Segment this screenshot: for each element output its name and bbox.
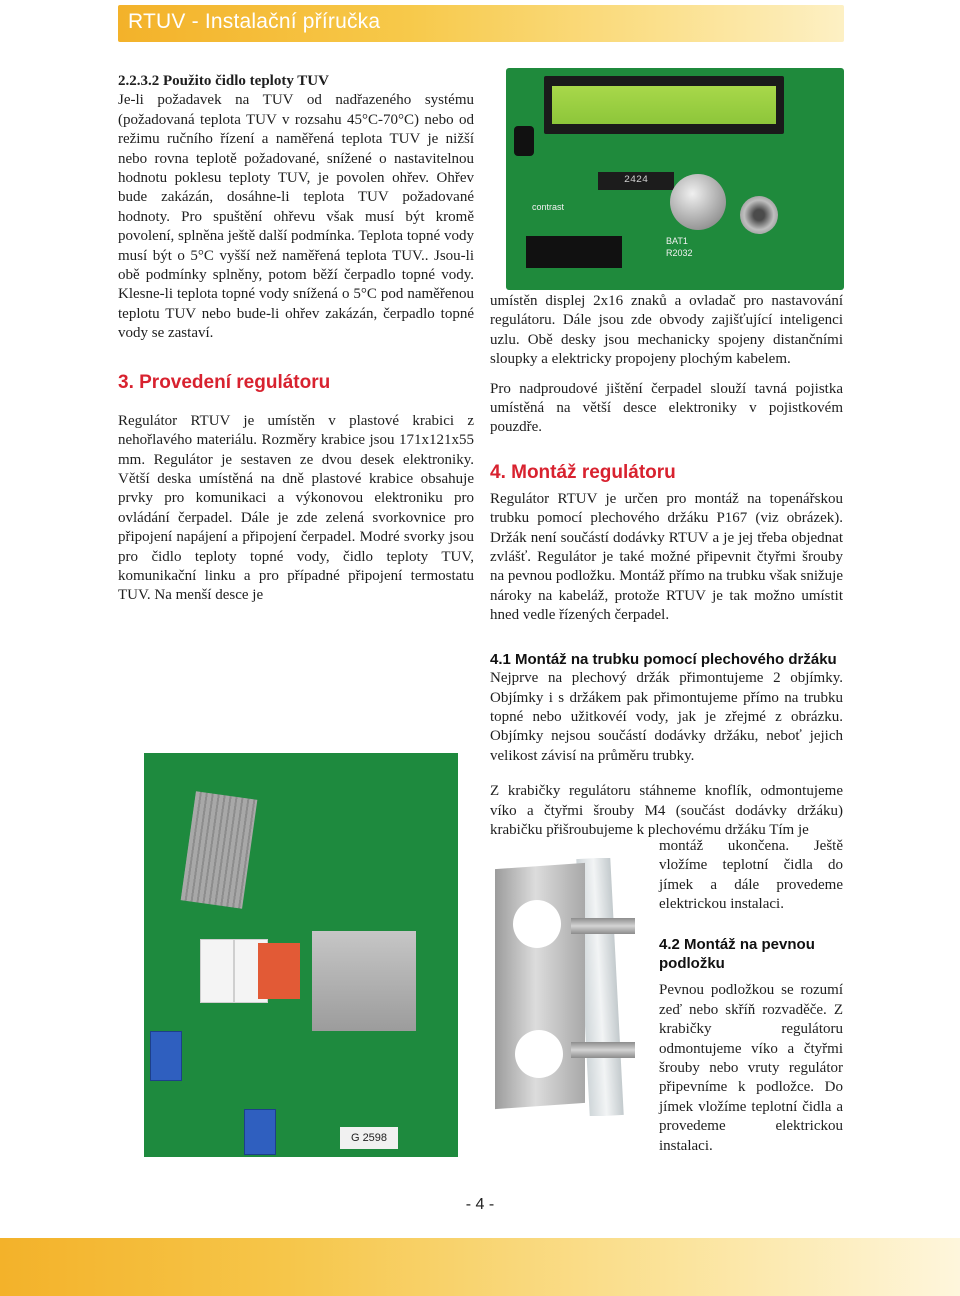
lcd-screen (552, 86, 776, 124)
subsection-heading-42: 4.2 Montáž na pevnou podložku (659, 935, 815, 973)
terminal-block-blue-1 (150, 1031, 182, 1081)
paragraph-clamps: Nejprve na plechový držák přimontujeme 2 objímky. Objímky i s držákem pak přimontujeme přímo na trubku topné nebo užitkovéí vody, jak je zřejmé z obrázku. Objímky nejsou součástí dodávky držáku, neboť jejich velikost závisí na průměru trubky. (490, 670, 843, 764)
ribbon-cable (181, 791, 258, 909)
label-bat: BAT1 (666, 236, 688, 246)
rotary-knob (740, 196, 778, 234)
section-heading-2232: 2.2.3.2 Použito čidlo teploty TUV (118, 73, 329, 89)
clamp-bottom (571, 1042, 635, 1058)
paragraph-regulator-design: Regulátor RTUV je umístěn v plastové krabici z nehořlavého materiálu. Rozměry krabice jsou 171x121x55 mm. Regulátor je sestaven ze dvou desek elektroniky. Větší deska umístěná na dně plastové krabice obsahuje prvky pro komunikaci a výkonovou elektroniku pro ovládání čerpadel. Dále je zde zelená svorkovnice pro připojení napájení a připojení čerpadel. Modré svorky jsou pro čidlo teploty topné vody, čidlo teploty TUV, komunikační linku a pro případné připojení termostatu TUV. Na menší desce je (118, 412, 474, 604)
paragraph-mounting: Regulátor RTUV je určen pro montáž na topenářskou trubku pomocí plechového držáku P167 (viz obrázek). Držák není součástí dodávky RTUV a je jej třeba objednat zvlášť. Regulátor je také možné připevnit čtyřmi šrouby na pevnou podložku. Montáž přímo na trubku však snižuje nároky na kabeláž, protože RTUV je tak možno umístit hned vedle řízených čerpadel. (490, 490, 843, 624)
bracket-hole-top (513, 900, 561, 948)
terminal-block-blue-2 (244, 1109, 276, 1155)
lcd-display (544, 76, 784, 134)
pipe-bracket-photo (491, 858, 643, 1116)
board-tag: G 2598 (340, 1127, 398, 1149)
indented-column (659, 837, 843, 1156)
subsection-heading-41: 4.1 Montáž na trubku pomocí plechového držáku (490, 650, 837, 668)
transformer (312, 931, 416, 1031)
left-column (118, 72, 474, 606)
footer-bar (0, 1238, 960, 1296)
paragraph-box-mount-continued: montáž ukončena. Ještě vložíme teplotní čidla do jímek a dále provedeme elektrickou instalaci. (659, 838, 843, 913)
paragraph-sensor-tuv: Je-li požadavek na TUV od nadřazeného systému (požadovaná teplota TUV v rozsahu 45°C-70°C) nebo od režimu ručního řízení a naměřená teplota TUV je nižší nebo rovna teplotě požadované, snížené o nastavitelnou hodnotu poklesu teploty TUV, je povolen ohřev. Ohřev bude zakázán, dosáhne-li teplota TUV požadované hodnoty. Pro spuštění ohřevu však musí být kromě povolení, splněna ještě další podmínka. Teplota topné vody musí být o 5°C vyšší než naměřená teplota TUV.. Jsou-li obě podmínky splněny, potom běží čerpadlo topné vody. Klesne-li teplota topné vody snížená o 5°C pod naměřenou teplotu TUV nebo bude-li ohřev zakázán, čerpadlo topné vody se zastaví. (118, 92, 474, 342)
paragraph-box-mount: Z krabičky regulátoru stáhneme knoflík, odmontujeme víko a čtyřmi šrouby M4 (součást dodávky držáku) krabičku přišroubujeme k plechovému držáku Tím je (490, 783, 843, 838)
paragraph-solid-mount: Pevnou podložkou se rozumí zeď nebo skříň rozvaděče. Z krabičky regulátoru odmontujeme víko a čtyřmi šrouby nebo vruty regulátor připevníme k podložce. Do jímek vložíme teplotní čidla a provedeme elektrickou instalaci. (659, 982, 843, 1154)
capacitor (514, 126, 534, 156)
right-column (490, 292, 843, 840)
bracket-hole-bottom (515, 1030, 563, 1078)
chip-label: 2424 (598, 172, 674, 190)
clamp-top (571, 918, 635, 934)
power-board-photo (144, 753, 458, 1157)
coin-battery (670, 174, 726, 230)
relay-1 (200, 939, 234, 1003)
section-heading-3: 3. Provedení regulátoru (118, 371, 331, 393)
fuse-holder (258, 943, 300, 999)
paragraph-fuse: Pro nadproudové jištění čerpadel slouží tavná pojistka umístěná na větší desce elektroniky v pojistkovém pouzdře. (490, 380, 843, 436)
section-heading-4: 4. Montáž regulátoru (490, 461, 676, 483)
label-contrast: contrast (532, 202, 565, 212)
display-board-photo (506, 68, 844, 290)
ribbon-connector (526, 236, 622, 268)
document-title: RTUV - Instalační příručka (128, 10, 381, 33)
header-bar (118, 5, 844, 42)
paragraph-display: umístěn displej 2x16 znaků a ovladač pro nastavování regulátoru. Dále jsou zde obvody zajišťující inteligenci uzlu. Obě desky jsou mechanicky spojeny distančními sloupky a elektricky propojeny plochým kabelem. (490, 293, 843, 368)
label-r2032: R2032 (666, 248, 693, 258)
page-number: - 4 - (465, 1196, 495, 1213)
